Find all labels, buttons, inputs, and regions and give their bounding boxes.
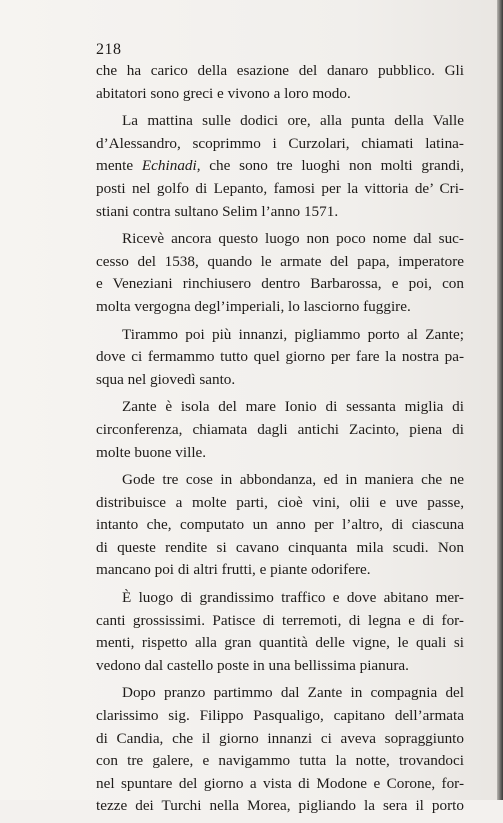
text-line: mente Echinadi, che sono tre luoghi non molti grandi, <box>96 157 465 175</box>
text-line: molte buone ville. <box>96 443 207 461</box>
text-line: dove ci fermammo tutto quel giorno per fare la nostra pa- <box>96 348 464 366</box>
italic-term: Echinadi <box>141 157 197 175</box>
paragraph <box>96 110 464 223</box>
text-line: molta vergogna degl’imperiali, lo lasciorno fuggire. <box>96 297 411 315</box>
text-line: Gode tre cose in abbondanza, ed in maniera che ne <box>122 471 464 489</box>
text-line: menti, rispetto alla gran quantità delle vigne, le quali si <box>96 634 464 652</box>
text-line: abitatori sono greci e vivono a loro modo. <box>96 84 351 102</box>
text-line: Ricevè ancora questo luogo non poco nome dal suc- <box>122 230 464 248</box>
text-line: Tirammo poi più innanzi, pigliammo porto al Zante; <box>122 325 464 343</box>
paragraph <box>96 228 464 318</box>
text-line: distribuisce a molte parti, cioè vini, olii e uve passe, <box>96 493 464 511</box>
page-edge-shadow <box>497 0 503 800</box>
text-line: canti grossissimi. Patisce di terremoti, di legna e di for- <box>96 611 464 629</box>
paragraph <box>96 324 464 392</box>
text-line: La mattina sulle dodici ore, alla punta della Valle <box>122 112 464 130</box>
text-line: tezze dei Turchi nella Morea, pigliando la sera il porto <box>96 797 464 815</box>
text-line: con tre galere, e navigammo tutta la notte, trovandoci <box>96 752 464 770</box>
text-line: che ha carico della esazione del danaro pubblico. Gli <box>96 62 464 79</box>
text-line: mancano poi di altri frutti, e piante odorifere. <box>96 561 371 579</box>
text-line: cesso del 1538, quando le armate del papa, imperatore <box>96 252 464 270</box>
paragraph <box>96 396 464 464</box>
paragraph <box>96 60 464 105</box>
text-line: squa nel giovedì santo. <box>96 370 236 388</box>
page-number: 218 <box>96 41 122 58</box>
paragraph <box>96 469 464 582</box>
text-line: posti nel golfo di Lepanto, famosi per la vittoria de’ Cri- <box>96 179 464 197</box>
paragraph <box>96 587 464 677</box>
paragraph <box>96 682 464 818</box>
text-line: circonferenza, chiamata dagli antichi Zacinto, piena di <box>96 420 464 438</box>
text-line: Dopo pranzo partimmo dal Zante in compagnia del <box>122 684 464 702</box>
text-line: Zante è isola del mare Ionio di sessanta miglia di <box>122 398 464 416</box>
text-line: clarissimo sig. Filippo Pasqualigo, capitano dell’armata <box>96 707 464 725</box>
text-line: vedono dal castello poste in una bellissima pianura. <box>96 656 409 674</box>
text-line: d’Alessandro, scoprimmo i Curzolari, chiamati latina- <box>96 134 464 152</box>
text-line: nel spuntare del giorno a vista di Modone e Corone, for- <box>96 774 464 792</box>
text-line: e Veneziani rinchiusero dentro Barbarossa, e poi, con <box>96 275 464 293</box>
text-line: intanto che, computato un anno per l’altro, di ciascuna <box>96 516 464 534</box>
text-line: stiani contra sultano Selim l’anno 1571. <box>96 202 339 220</box>
text-line: di queste rendite si cavano cinquanta mila scudi. Non <box>96 538 464 556</box>
body-text <box>96 60 464 823</box>
text-line: di Candia, che il giorno innanzi ci aveva sopraggiunto <box>96 729 464 747</box>
text-line: È luogo di grandissimo traffico e dove abitano mer- <box>122 589 464 607</box>
